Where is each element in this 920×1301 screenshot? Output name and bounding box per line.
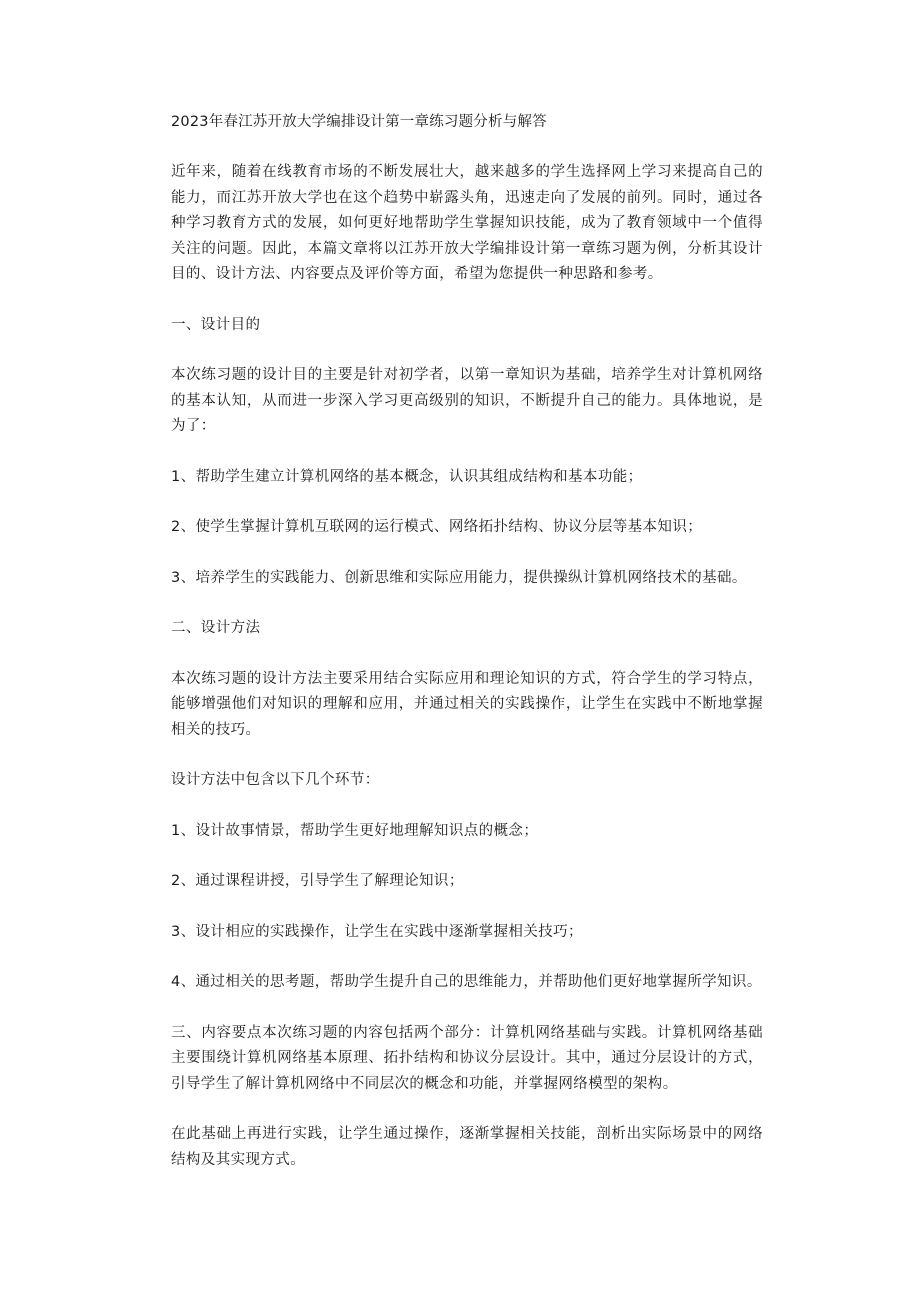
content-points-paragraph: 三、内容要点本次练习题的内容包括两个部分：计算机网络基础与实践。计算机网络基础主要围绕计算机网络基本原理、拓扑结构和协议分层设计。其中，通过分层设计的方式，引导学生了解计算机网络中不同层次的概念和功能，并掌握网络模型的架构。 — [171, 1024, 763, 1092]
method-lead: 设计方法中包含以下几个环节： — [171, 772, 380, 788]
method-paragraph: 本次练习题的设计方法主要采用结合实际应用和理论知识的方式，符合学生的学习特点，能够增强他们对知识的理解和应用，并通过相关的实践操作，让学生在实践中不断地掌握相关的技巧。 — [171, 670, 763, 738]
purpose-paragraph: 本次练习题的设计目的主要是针对初学者，以第一章知识为基础，培养学生对计算机网络的基本认知，从而进一步深入学习更高级别的知识，不断提升自己的能力。具体地说，是为了： — [171, 367, 763, 434]
document-title: 2023年春江苏开放大学编排设计第一章练习题分析与解答 — [171, 114, 547, 130]
method-item-1: 1、设计故事情景，帮助学生更好地理解知识点的概念； — [171, 822, 539, 839]
method-item-3: 3、设计相应的实践操作，让学生在实践中逐渐掌握相关技巧； — [171, 923, 583, 940]
section-heading-method: 二、设计方法 — [171, 620, 261, 636]
purpose-item-3: 3、培养学生的实践能力、创新思维和实际应用能力，提供操纵计算机网络技术的基础。 — [171, 569, 747, 586]
method-item-2: 2、通过课程讲授，引导学生了解理论知识； — [171, 873, 464, 889]
method-item-4: 4、通过相关的思考题，帮助学生提升自己的思维能力，并帮助他们更好地掌握所学知识。 — [171, 974, 762, 990]
document-page — [171, 110, 763, 1198]
purpose-item-1: 1、帮助学生建立计算机网络的基本概念，认识其组成结构和基本功能； — [171, 468, 643, 485]
section-heading-purpose: 一、设计目的 — [171, 316, 261, 333]
intro-paragraph: 近年来，随着在线教育市场的不断发展壮大，越来越多的学生选择网上学习来提高自己的能力，而江苏开放大学也在这个趋势中崭露头角，迅速走向了发展的前列。同时，通过各种学习教育方式的发展，如何更好地帮助学生掌握知识技能，成为了教育领域中一个值得关注的问题。因此，本篇文章将以江苏开放大学编排设计第一章练习题为例，分析其设计目的、设计方法、内容要点及评价等方面，希望为您提供一种思路和参考。 — [171, 164, 763, 282]
practice-paragraph: 在此基础上再进行实践，让学生通过操作，逐渐掌握相关技能，剖析出实际场景中的网络结构及其实现方式。 — [171, 1126, 763, 1168]
purpose-item-2: 2、使学生掌握计算机互联网的运行模式、网络拓扑结构、协议分层等基本知识； — [171, 519, 703, 535]
